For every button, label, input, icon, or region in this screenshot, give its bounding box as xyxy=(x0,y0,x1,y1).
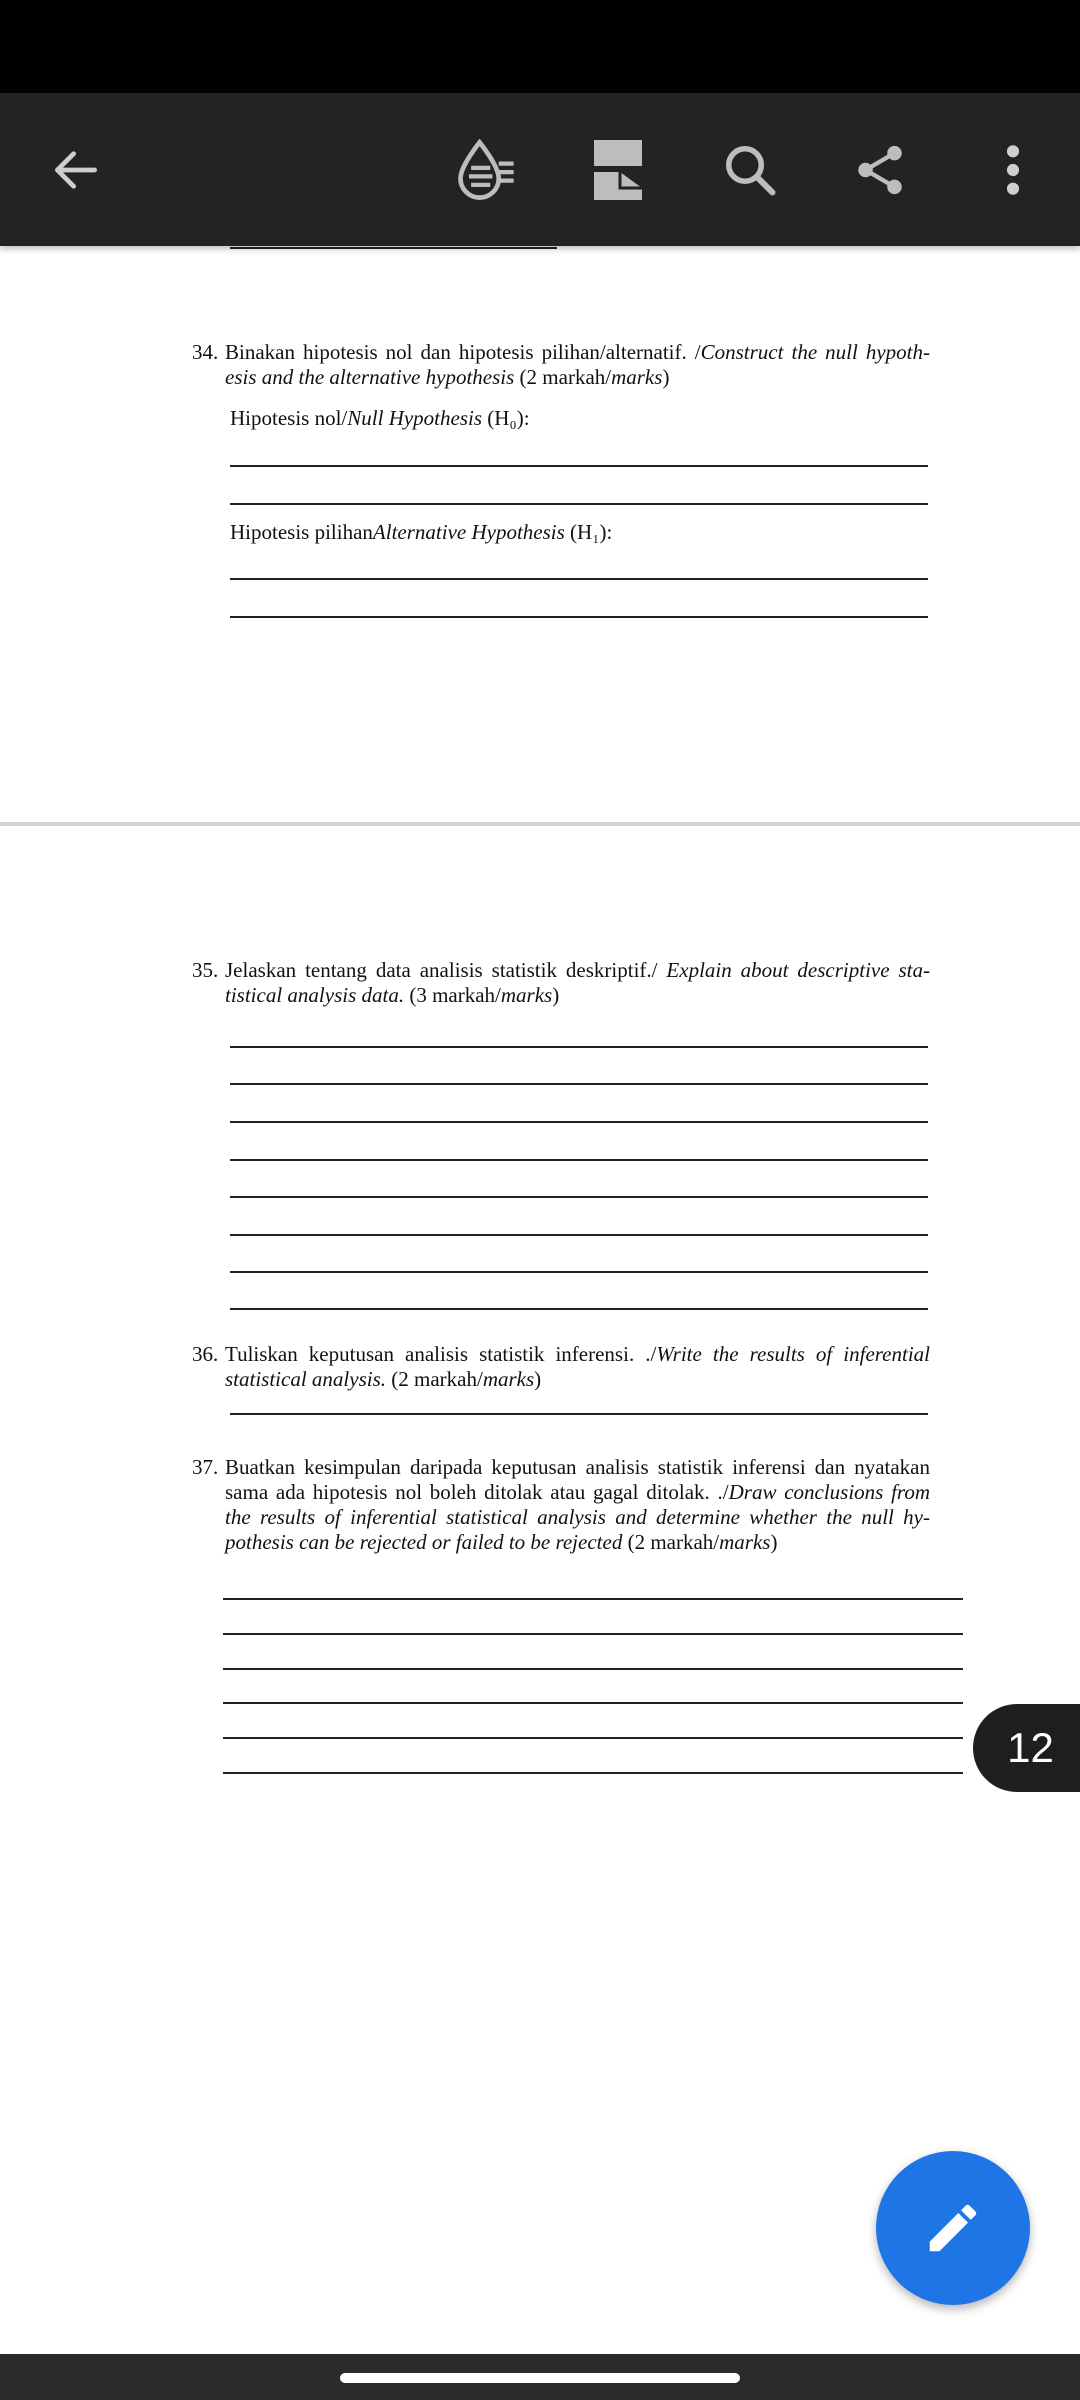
answer-line xyxy=(223,1633,963,1635)
answer-line xyxy=(230,1271,928,1273)
question-text: Tuliskan keputusan analisis statistik inferensi. ./Write the results of inferential statistical analysis. (2 markah/marks) xyxy=(225,1342,931,1391)
search-button[interactable] xyxy=(712,93,788,246)
back-button[interactable] xyxy=(40,93,112,246)
share-icon xyxy=(851,141,909,199)
answer-line xyxy=(230,465,928,467)
page-number-indicator[interactable]: 12 xyxy=(973,1704,1080,1792)
share-button[interactable] xyxy=(842,93,918,246)
null-hypothesis-label: Hipotesis nol/Null Hypothesis (H₀): xyxy=(230,406,530,430)
alternative-hypothesis-label: Hipotesis pilihanAlternative Hypothesis (H₁): xyxy=(230,520,613,544)
answer-line xyxy=(223,1668,963,1670)
home-gesture-pill[interactable] xyxy=(340,2373,740,2383)
answer-line xyxy=(230,1083,928,1085)
answer-line xyxy=(230,1234,928,1236)
answer-line xyxy=(223,1772,963,1774)
answer-line xyxy=(230,1196,928,1198)
status-bar xyxy=(0,0,1080,93)
answer-line xyxy=(230,1159,928,1161)
question-text: Jelaskan tentang data analisis statistik deskriptif./ Explain about descriptive sta- tistical analysis data. (3 markah/marks) xyxy=(225,958,930,1007)
question-text: Binakan hipotesis nol dan hipotesis pilihan/alternatif. /Construct the null hypoth- esis and the alternative hypothesis (2 markah/marks) xyxy=(225,340,930,389)
question-number: 36. xyxy=(192,1342,219,1366)
search-icon xyxy=(720,140,780,200)
more-vert-icon xyxy=(1003,142,1023,198)
page-layout-button[interactable] xyxy=(580,93,656,246)
more-options-button[interactable] xyxy=(985,93,1041,246)
page-separator xyxy=(0,822,1080,826)
answer-line xyxy=(230,1121,928,1123)
arrow-left-icon xyxy=(48,142,104,198)
question-number: 37. xyxy=(192,1455,219,1479)
question-number: 34. xyxy=(192,340,219,364)
answer-line xyxy=(223,1702,963,1704)
answer-line xyxy=(230,578,928,580)
answer-line xyxy=(230,1046,928,1048)
edit-fab-button[interactable] xyxy=(876,2151,1030,2305)
answer-line xyxy=(230,1413,928,1415)
question-number: 35. xyxy=(192,958,219,982)
answer-line xyxy=(230,616,928,618)
answer-line xyxy=(223,1737,963,1739)
top-toolbar xyxy=(0,93,1080,246)
answer-line xyxy=(230,1308,928,1310)
page-layout-icon xyxy=(592,138,644,202)
answer-line xyxy=(223,1598,963,1600)
pencil-edit-icon xyxy=(922,2197,984,2259)
answer-line xyxy=(230,247,557,249)
question-text: Buatkan kesimpulan daripada keputusan analisis statistik inferensi dan nyatakan sama ada hipotesis nol boleh ditolak atau gagal ditolak. ./Draw conclusions from the results of inferential statistical analysis and determine whether the null hy- pothesis can be rejected or failed to be rejected (2 markah/marks) xyxy=(225,1455,930,1554)
text-reflow-button[interactable] xyxy=(448,93,524,246)
system-nav-bar xyxy=(0,2354,1080,2400)
text-reflow-icon xyxy=(452,136,520,204)
answer-line xyxy=(230,503,928,505)
